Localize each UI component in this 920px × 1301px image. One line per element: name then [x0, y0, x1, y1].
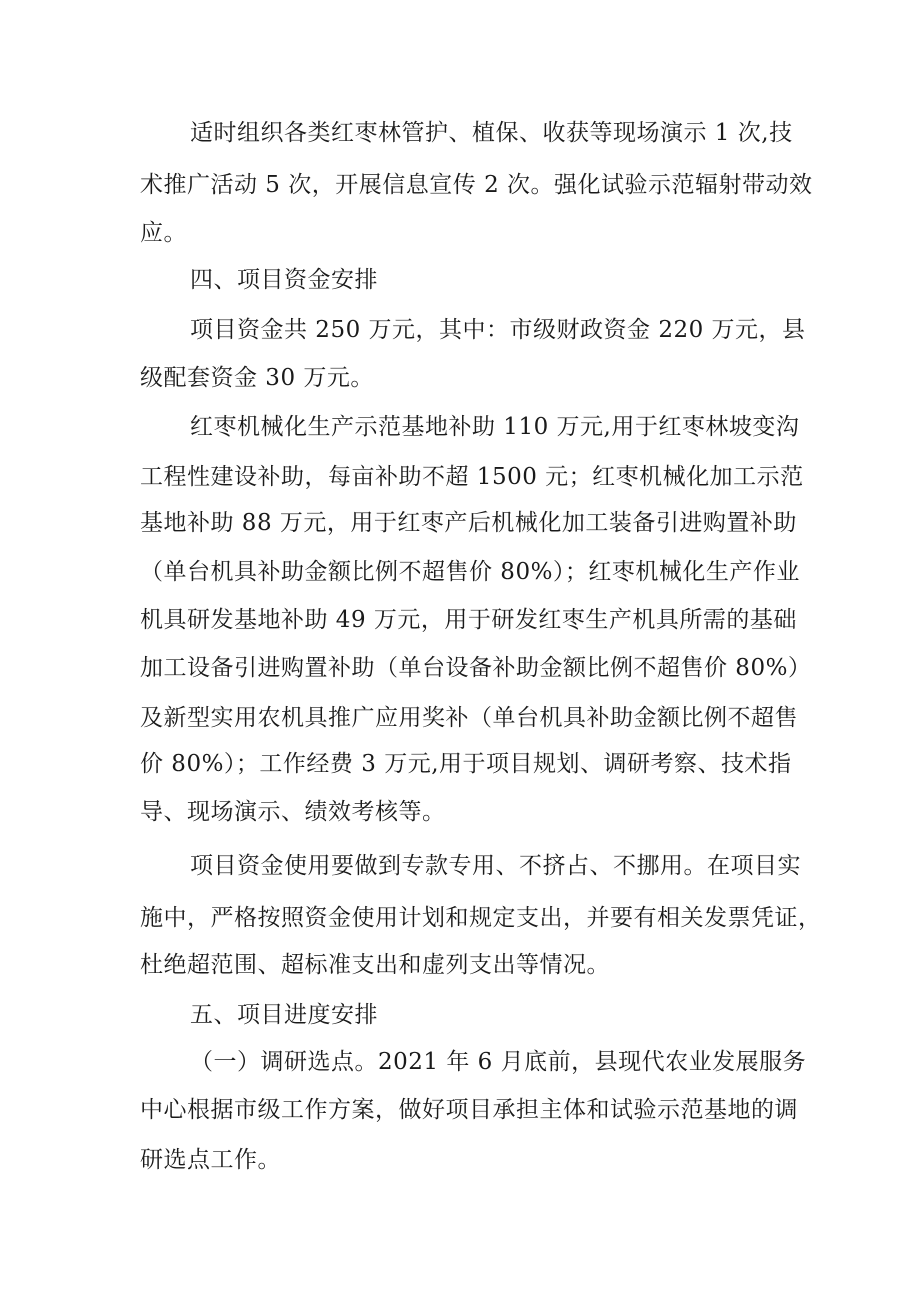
text-line-11: 机具研发基地补助 49 万元，用于研发红枣生产机具所需的基础 [140, 607, 797, 633]
text-line-15: 导、现场演示、绩效考核等。 [140, 799, 446, 825]
text-line-12: 加工设备引进购置补助（单台设备补助金额比例不超售价 80%） [140, 655, 812, 681]
text-line-1: 适时组织各类红枣林管护、植保、收获等现场演示 1 次,技 [190, 120, 793, 146]
text-line-9: 基地补助 88 万元，用于红枣产后机械化加工装备引进购置补助 [140, 510, 797, 536]
text-line-7: 红枣机械化生产示范基地补助 110 万元,用于红枣林坡变沟 [190, 414, 800, 440]
text-line-17: 施中，严格按照资金使用计划和规定支出，并要有相关发票凭证， [140, 905, 822, 931]
text-line-6: 级配套资金 30 万元。 [140, 365, 374, 391]
text-line-16: 项目资金使用要做到专款专用、不挤占、不挪用。在项目实 [190, 853, 801, 879]
text-line-3: 应。 [140, 220, 187, 246]
text-line-20: （一）调研选点。2021 年 6 月底前，县现代农业发展服务 [190, 1049, 807, 1075]
text-line-14: 价 80%）；工作经费 3 万元,用于项目规划、调研考察、技术指 [140, 751, 792, 777]
text-line-22: 研选点工作。 [140, 1147, 281, 1173]
text-line-18: 杜绝超范围、超标准支出和虚列支出等情况。 [140, 952, 610, 978]
text-line-8: 工程性建设补助，每亩补助不超 1500 元；红枣机械化加工示范 [140, 464, 804, 490]
text-line-21: 中心根据市级工作方案，做好项目承担主体和试验示范基地的调 [140, 1097, 798, 1123]
section-heading-4: 四、项目资金安排 [190, 267, 378, 293]
text-line-13: 及新型实用农机具推广应用奖补（单台机具补助金额比例不超售 [140, 705, 798, 731]
text-line-2: 术推广活动 5 次，开展信息宣传 2 次。强化试验示范辐射带动效 [140, 172, 813, 198]
text-line-5: 项目资金共 250 万元，其中：市级财政资金 220 万元，县 [190, 317, 806, 343]
text-line-10: （单台机具补助金额比例不超售价 80%）；红枣机械化生产作业 [140, 559, 800, 585]
section-heading-5: 五、项目进度安排 [190, 1002, 378, 1028]
